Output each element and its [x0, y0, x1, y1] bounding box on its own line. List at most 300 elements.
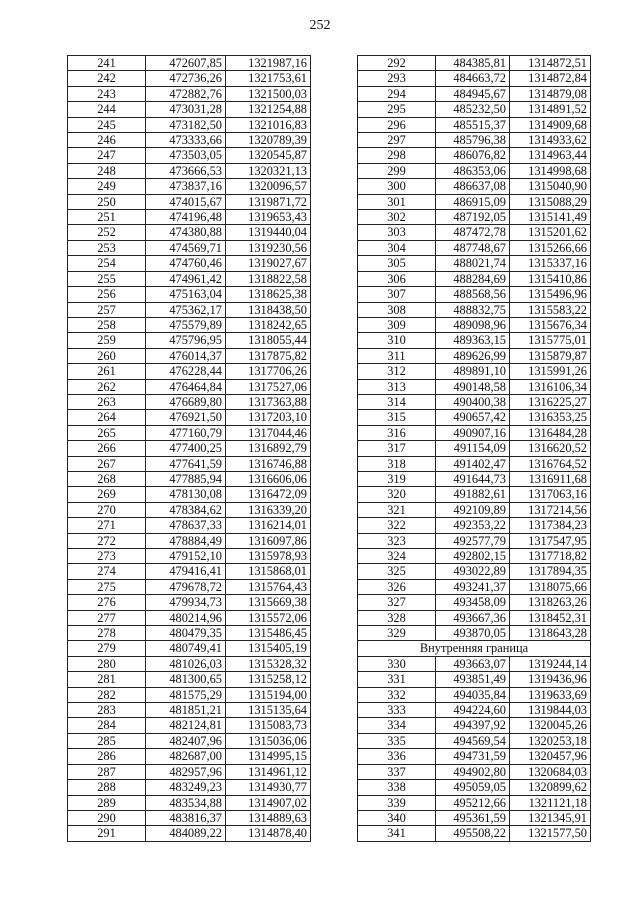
y-coordinate-cell: 1315486,45 — [226, 626, 311, 641]
x-coordinate-cell: 495361,59 — [436, 810, 510, 825]
x-coordinate-cell: 477160,79 — [146, 425, 226, 440]
x-coordinate-cell: 489363,15 — [436, 333, 510, 348]
point-number-cell: 247 — [68, 148, 146, 163]
y-coordinate-cell: 1319436,96 — [510, 672, 591, 687]
point-number-cell: 271 — [68, 518, 146, 533]
table-row — [358, 672, 591, 687]
point-number-cell: 314 — [358, 394, 436, 409]
x-coordinate-cell: 491402,47 — [436, 456, 510, 471]
x-coordinate-cell: 481300,65 — [146, 672, 226, 687]
table-row — [358, 471, 591, 486]
point-number-cell: 334 — [358, 718, 436, 733]
point-number-cell: 250 — [68, 194, 146, 209]
x-coordinate-cell: 494397,92 — [436, 718, 510, 733]
point-number-cell: 261 — [68, 364, 146, 379]
x-coordinate-cell: 480214,96 — [146, 610, 226, 625]
x-coordinate-cell: 489098,96 — [436, 317, 510, 332]
y-coordinate-cell: 1317384,23 — [510, 518, 591, 533]
y-coordinate-cell: 1316606,06 — [226, 471, 311, 486]
point-number-cell: 327 — [358, 595, 436, 610]
point-number-cell: 273 — [68, 549, 146, 564]
x-coordinate-cell: 492802,15 — [436, 549, 510, 564]
point-number-cell: 262 — [68, 379, 146, 394]
point-number-cell: 257 — [68, 302, 146, 317]
table-row — [358, 317, 591, 332]
point-number-cell: 295 — [358, 102, 436, 117]
x-coordinate-cell: 493663,07 — [436, 656, 510, 671]
point-number-cell: 269 — [68, 487, 146, 502]
table-row — [68, 718, 311, 733]
table-row — [68, 641, 311, 656]
point-number-cell: 308 — [358, 302, 436, 317]
y-coordinate-cell: 1319633,69 — [510, 687, 591, 702]
x-coordinate-cell: 477641,59 — [146, 456, 226, 471]
y-coordinate-cell: 1314963,44 — [510, 148, 591, 163]
table-row — [68, 102, 311, 117]
x-coordinate-cell: 476921,50 — [146, 410, 226, 425]
table-row — [358, 364, 591, 379]
x-coordinate-cell: 478384,62 — [146, 502, 226, 517]
table-row — [358, 210, 591, 225]
y-coordinate-cell: 1315868,01 — [226, 564, 311, 579]
y-coordinate-cell: 1315583,22 — [510, 302, 591, 317]
y-coordinate-cell: 1321987,16 — [226, 56, 311, 71]
x-coordinate-cell: 480749,41 — [146, 641, 226, 656]
x-coordinate-cell: 483816,37 — [146, 810, 226, 825]
table-row — [358, 456, 591, 471]
table-row — [358, 102, 591, 117]
y-coordinate-cell: 1320321,13 — [226, 163, 311, 178]
table-row — [358, 687, 591, 702]
table-row — [358, 410, 591, 425]
y-coordinate-cell: 1316911,68 — [510, 471, 591, 486]
table-row — [68, 749, 311, 764]
table-row — [68, 549, 311, 564]
y-coordinate-cell: 1320545,87 — [226, 148, 311, 163]
table-row — [68, 194, 311, 209]
x-coordinate-cell: 474961,42 — [146, 271, 226, 286]
x-coordinate-cell: 493870,05 — [436, 626, 510, 641]
table-row — [358, 780, 591, 795]
point-number-cell: 244 — [68, 102, 146, 117]
table-row — [68, 256, 311, 271]
y-coordinate-cell: 1316472,09 — [226, 487, 311, 502]
table-row — [358, 394, 591, 409]
point-number-cell: 296 — [358, 117, 436, 132]
x-coordinate-cell: 479934,73 — [146, 595, 226, 610]
y-coordinate-cell: 1316097,86 — [226, 533, 311, 548]
table-row — [358, 610, 591, 625]
x-coordinate-cell: 481575,29 — [146, 687, 226, 702]
table-row — [358, 810, 591, 825]
point-number-cell: 268 — [68, 471, 146, 486]
point-number-cell: 335 — [358, 733, 436, 748]
y-coordinate-cell: 1315141,49 — [510, 210, 591, 225]
y-coordinate-cell: 1320096,57 — [226, 179, 311, 194]
x-coordinate-cell: 487748,67 — [436, 240, 510, 255]
table-row — [68, 533, 311, 548]
y-coordinate-cell: 1315036,06 — [226, 733, 311, 748]
point-number-cell: 329 — [358, 626, 436, 641]
y-coordinate-cell: 1317044,46 — [226, 425, 311, 440]
table-row — [68, 810, 311, 825]
x-coordinate-cell: 488568,56 — [436, 287, 510, 302]
table-row — [68, 626, 311, 641]
table-row — [68, 471, 311, 486]
x-coordinate-cell: 473503,05 — [146, 148, 226, 163]
table-row — [358, 133, 591, 148]
table-row — [68, 518, 311, 533]
y-coordinate-cell: 1321121,18 — [510, 795, 591, 810]
point-number-cell: 339 — [358, 795, 436, 810]
y-coordinate-cell: 1318625,38 — [226, 287, 311, 302]
x-coordinate-cell: 493851,49 — [436, 672, 510, 687]
point-number-cell: 333 — [358, 703, 436, 718]
table-row — [68, 579, 311, 594]
y-coordinate-cell: 1315991,26 — [510, 364, 591, 379]
point-number-cell: 253 — [68, 240, 146, 255]
point-number-cell: 303 — [358, 225, 436, 240]
point-number-cell: 301 — [358, 194, 436, 209]
x-coordinate-cell: 474760,46 — [146, 256, 226, 271]
table-row — [68, 826, 311, 841]
y-coordinate-cell: 1317547,95 — [510, 533, 591, 548]
coordinates-table-right — [357, 55, 591, 842]
y-coordinate-cell: 1314872,84 — [510, 71, 591, 86]
point-number-cell: 242 — [68, 71, 146, 86]
point-number-cell: 320 — [358, 487, 436, 502]
point-number-cell: 319 — [358, 471, 436, 486]
point-number-cell: 283 — [68, 703, 146, 718]
y-coordinate-cell: 1316746,88 — [226, 456, 311, 471]
y-coordinate-cell: 1318643,28 — [510, 626, 591, 641]
y-coordinate-cell: 1314889,63 — [226, 810, 311, 825]
y-coordinate-cell: 1315040,90 — [510, 179, 591, 194]
point-number-cell: 241 — [68, 56, 146, 71]
x-coordinate-cell: 472882,76 — [146, 86, 226, 101]
point-number-cell: 293 — [358, 71, 436, 86]
y-coordinate-cell: 1319027,67 — [226, 256, 311, 271]
table-row — [358, 302, 591, 317]
x-coordinate-cell: 494569,54 — [436, 733, 510, 748]
point-number-cell: 299 — [358, 163, 436, 178]
y-coordinate-cell: 1316225,27 — [510, 394, 591, 409]
y-coordinate-cell: 1321254,88 — [226, 102, 311, 117]
point-number-cell: 260 — [68, 348, 146, 363]
table-row — [68, 117, 311, 132]
point-number-cell: 289 — [68, 795, 146, 810]
x-coordinate-cell: 475579,89 — [146, 317, 226, 332]
x-coordinate-cell: 481026,03 — [146, 656, 226, 671]
x-coordinate-cell: 489891,10 — [436, 364, 510, 379]
y-coordinate-cell: 1318263,26 — [510, 595, 591, 610]
point-number-cell: 266 — [68, 441, 146, 456]
y-coordinate-cell: 1318452,31 — [510, 610, 591, 625]
table-row — [358, 225, 591, 240]
y-coordinate-cell: 1319230,56 — [226, 240, 311, 255]
table-row — [358, 595, 591, 610]
y-coordinate-cell: 1319244,14 — [510, 656, 591, 671]
table-row — [68, 287, 311, 302]
table-row — [358, 518, 591, 533]
table-row — [358, 256, 591, 271]
table-row — [68, 210, 311, 225]
x-coordinate-cell: 492577,79 — [436, 533, 510, 548]
y-coordinate-cell: 1315258,12 — [226, 672, 311, 687]
x-coordinate-cell: 495212,66 — [436, 795, 510, 810]
y-coordinate-cell: 1314872,51 — [510, 56, 591, 71]
y-coordinate-cell: 1315266,66 — [510, 240, 591, 255]
section-heading-row — [358, 641, 591, 656]
table-row — [358, 564, 591, 579]
y-coordinate-cell: 1316106,34 — [510, 379, 591, 394]
y-coordinate-cell: 1314879,08 — [510, 86, 591, 101]
table-row — [68, 672, 311, 687]
x-coordinate-cell: 475362,17 — [146, 302, 226, 317]
x-coordinate-cell: 490907,16 — [436, 425, 510, 440]
point-number-cell: 331 — [358, 672, 436, 687]
table-row — [68, 425, 311, 440]
table-row — [68, 240, 311, 255]
y-coordinate-cell: 1317894,35 — [510, 564, 591, 579]
table-row — [68, 456, 311, 471]
x-coordinate-cell: 485232,50 — [436, 102, 510, 117]
point-number-cell: 285 — [68, 733, 146, 748]
y-coordinate-cell: 1314907,02 — [226, 795, 311, 810]
table-row — [358, 733, 591, 748]
x-coordinate-cell: 478884,49 — [146, 533, 226, 548]
table-row — [68, 410, 311, 425]
point-number-cell: 316 — [358, 425, 436, 440]
table-row — [358, 71, 591, 86]
x-coordinate-cell: 482124,81 — [146, 718, 226, 733]
y-coordinate-cell: 1314930,77 — [226, 780, 311, 795]
x-coordinate-cell: 487192,05 — [436, 210, 510, 225]
x-coordinate-cell: 495508,22 — [436, 826, 510, 841]
point-number-cell: 323 — [358, 533, 436, 548]
table-row — [68, 302, 311, 317]
table-row — [68, 333, 311, 348]
point-number-cell: 267 — [68, 456, 146, 471]
y-coordinate-cell: 1321753,61 — [226, 71, 311, 86]
x-coordinate-cell: 472607,85 — [146, 56, 226, 71]
point-number-cell: 256 — [68, 287, 146, 302]
point-number-cell: 336 — [358, 749, 436, 764]
point-number-cell: 300 — [358, 179, 436, 194]
point-number-cell: 318 — [358, 456, 436, 471]
table-row — [358, 826, 591, 841]
point-number-cell: 307 — [358, 287, 436, 302]
y-coordinate-cell: 1317203,10 — [226, 410, 311, 425]
y-coordinate-cell: 1320045,26 — [510, 718, 591, 733]
x-coordinate-cell: 487472,78 — [436, 225, 510, 240]
x-coordinate-cell: 472736,26 — [146, 71, 226, 86]
y-coordinate-cell: 1317718,82 — [510, 549, 591, 564]
y-coordinate-cell: 1316339,20 — [226, 502, 311, 517]
point-number-cell: 251 — [68, 210, 146, 225]
x-coordinate-cell: 493241,37 — [436, 579, 510, 594]
y-coordinate-cell: 1316484,28 — [510, 425, 591, 440]
table-row — [68, 502, 311, 517]
table-row — [358, 749, 591, 764]
point-number-cell: 324 — [358, 549, 436, 564]
x-coordinate-cell: 484385,81 — [436, 56, 510, 71]
y-coordinate-cell: 1314891,52 — [510, 102, 591, 117]
point-number-cell: 321 — [358, 502, 436, 517]
point-number-cell: 294 — [358, 86, 436, 101]
y-coordinate-cell: 1317527,06 — [226, 379, 311, 394]
x-coordinate-cell: 493458,09 — [436, 595, 510, 610]
point-number-cell: 311 — [358, 348, 436, 363]
y-coordinate-cell: 1318438,50 — [226, 302, 311, 317]
point-number-cell: 243 — [68, 86, 146, 101]
y-coordinate-cell: 1321577,50 — [510, 826, 591, 841]
table-row — [358, 163, 591, 178]
x-coordinate-cell: 488021,74 — [436, 256, 510, 271]
table-row — [68, 564, 311, 579]
x-coordinate-cell: 489626,99 — [436, 348, 510, 363]
point-number-cell: 332 — [358, 687, 436, 702]
x-coordinate-cell: 482407,96 — [146, 733, 226, 748]
table-row — [358, 240, 591, 255]
y-coordinate-cell: 1314933,62 — [510, 133, 591, 148]
y-coordinate-cell: 1321500,03 — [226, 86, 311, 101]
table-row — [68, 133, 311, 148]
point-number-cell: 282 — [68, 687, 146, 702]
point-number-cell: 322 — [358, 518, 436, 533]
y-coordinate-cell: 1315775,01 — [510, 333, 591, 348]
point-number-cell: 263 — [68, 394, 146, 409]
y-coordinate-cell: 1315088,29 — [510, 194, 591, 209]
table-row — [68, 225, 311, 240]
point-number-cell: 290 — [68, 810, 146, 825]
point-number-cell: 277 — [68, 610, 146, 625]
x-coordinate-cell: 486915,09 — [436, 194, 510, 209]
table-row — [358, 656, 591, 671]
y-coordinate-cell: 1315083,73 — [226, 718, 311, 733]
x-coordinate-cell: 473182,50 — [146, 117, 226, 132]
x-coordinate-cell: 474569,71 — [146, 240, 226, 255]
table-row — [358, 502, 591, 517]
point-number-cell: 317 — [358, 441, 436, 456]
x-coordinate-cell: 495059,05 — [436, 780, 510, 795]
point-number-cell: 328 — [358, 610, 436, 625]
point-number-cell: 287 — [68, 764, 146, 779]
y-coordinate-cell: 1320789,39 — [226, 133, 311, 148]
y-coordinate-cell: 1315201,62 — [510, 225, 591, 240]
table-row — [358, 117, 591, 132]
x-coordinate-cell: 473031,28 — [146, 102, 226, 117]
table-row — [68, 764, 311, 779]
table-row — [358, 179, 591, 194]
x-coordinate-cell: 479152,10 — [146, 549, 226, 564]
x-coordinate-cell: 476014,37 — [146, 348, 226, 363]
table-row — [68, 56, 311, 71]
table-row — [68, 780, 311, 795]
table-row — [358, 86, 591, 101]
point-number-cell: 315 — [358, 410, 436, 425]
point-number-cell: 279 — [68, 641, 146, 656]
x-coordinate-cell: 491644,73 — [436, 471, 510, 486]
point-number-cell: 337 — [358, 764, 436, 779]
x-coordinate-cell: 478637,33 — [146, 518, 226, 533]
y-coordinate-cell: 1317214,56 — [510, 502, 591, 517]
x-coordinate-cell: 494224,60 — [436, 703, 510, 718]
point-number-cell: 272 — [68, 533, 146, 548]
x-coordinate-cell: 473666,53 — [146, 163, 226, 178]
y-coordinate-cell: 1317063,16 — [510, 487, 591, 502]
y-coordinate-cell: 1316620,52 — [510, 441, 591, 456]
x-coordinate-cell: 491882,61 — [436, 487, 510, 502]
point-number-cell: 245 — [68, 117, 146, 132]
y-coordinate-cell: 1315328,32 — [226, 656, 311, 671]
page-number: 252 — [309, 18, 331, 33]
x-coordinate-cell: 475796,95 — [146, 333, 226, 348]
point-number-cell: 297 — [358, 133, 436, 148]
x-coordinate-cell: 486076,82 — [436, 148, 510, 163]
x-coordinate-cell: 482957,96 — [146, 764, 226, 779]
point-number-cell: 270 — [68, 502, 146, 517]
table-row — [68, 656, 311, 671]
x-coordinate-cell: 494902,80 — [436, 764, 510, 779]
y-coordinate-cell: 1315978,93 — [226, 549, 311, 564]
x-coordinate-cell: 485796,38 — [436, 133, 510, 148]
table-row — [68, 71, 311, 86]
table-row — [68, 163, 311, 178]
x-coordinate-cell: 494035,84 — [436, 687, 510, 702]
x-coordinate-cell: 492109,89 — [436, 502, 510, 517]
x-coordinate-cell: 490657,42 — [436, 410, 510, 425]
y-coordinate-cell: 1316214,01 — [226, 518, 311, 533]
point-number-cell: 246 — [68, 133, 146, 148]
point-number-cell: 302 — [358, 210, 436, 225]
y-coordinate-cell: 1321345,91 — [510, 810, 591, 825]
y-coordinate-cell: 1315135,64 — [226, 703, 311, 718]
point-number-cell: 284 — [68, 718, 146, 733]
x-coordinate-cell: 484663,72 — [436, 71, 510, 86]
x-coordinate-cell: 477885,94 — [146, 471, 226, 486]
section-heading: Внутренняя граница — [358, 641, 591, 656]
y-coordinate-cell: 1319653,43 — [226, 210, 311, 225]
x-coordinate-cell: 479678,72 — [146, 579, 226, 594]
x-coordinate-cell: 493022,89 — [436, 564, 510, 579]
x-coordinate-cell: 474015,67 — [146, 194, 226, 209]
point-number-cell: 255 — [68, 271, 146, 286]
y-coordinate-cell: 1315669,38 — [226, 595, 311, 610]
table-row — [68, 487, 311, 502]
point-number-cell: 306 — [358, 271, 436, 286]
point-number-cell: 278 — [68, 626, 146, 641]
y-coordinate-cell: 1315337,16 — [510, 256, 591, 271]
table-row — [358, 56, 591, 71]
point-number-cell: 280 — [68, 656, 146, 671]
y-coordinate-cell: 1319844,03 — [510, 703, 591, 718]
x-coordinate-cell: 476689,80 — [146, 394, 226, 409]
table-row — [358, 533, 591, 548]
point-number-cell: 340 — [358, 810, 436, 825]
point-number-cell: 305 — [358, 256, 436, 271]
x-coordinate-cell: 474196,48 — [146, 210, 226, 225]
table-row — [358, 795, 591, 810]
table-row — [68, 379, 311, 394]
table-row — [358, 487, 591, 502]
table-row — [358, 148, 591, 163]
x-coordinate-cell: 486637,08 — [436, 179, 510, 194]
x-coordinate-cell: 488284,69 — [436, 271, 510, 286]
table-row — [68, 364, 311, 379]
x-coordinate-cell: 490148,58 — [436, 379, 510, 394]
y-coordinate-cell: 1320684,03 — [510, 764, 591, 779]
